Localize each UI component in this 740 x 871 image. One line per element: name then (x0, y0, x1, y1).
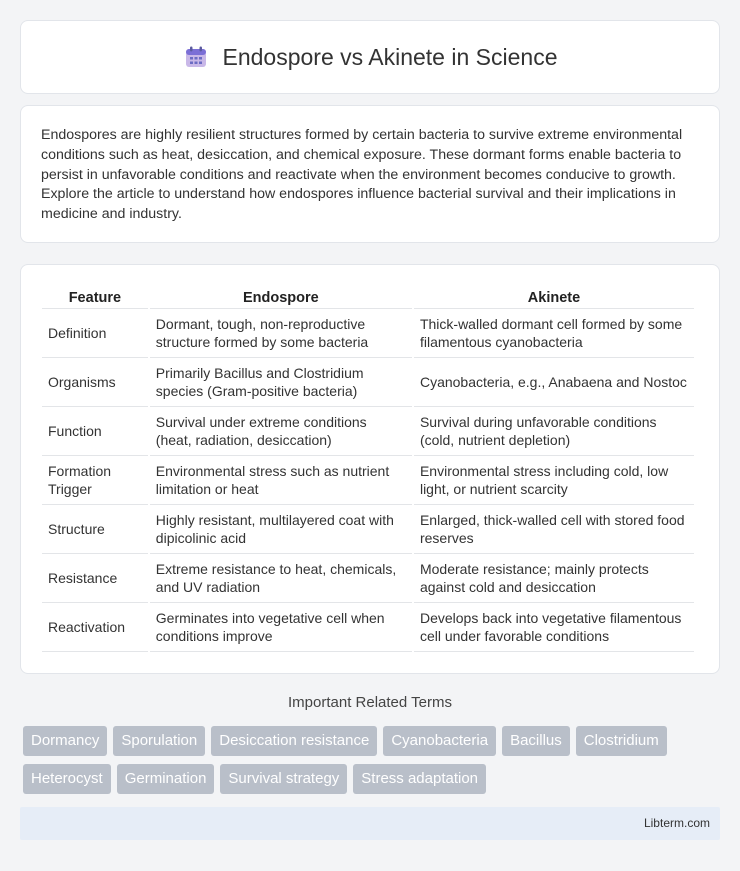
feature-cell: Structure (42, 505, 148, 554)
akinete-cell: Enlarged, thick-walled cell with stored food reserves (414, 505, 694, 554)
title-wrap (183, 44, 558, 71)
intro-text: Endospores are highly resilient structures formed by certain bacteria to survive extreme environmental conditions such as heat, desiccation, and chemical exposure. These dormant forms enable bacteria to persist in unfavorable conditions and reactivate when the environment becomes conducive to growth. Explore the article to understand how endospores influence bacterial survival and their implications in medicine and industry. (41, 127, 683, 223)
calendar-icon (183, 44, 209, 70)
endospore-cell: Dormant, tough, non-reproductive structure formed by some bacteria (150, 309, 412, 358)
table-row (42, 358, 694, 407)
akinete-cell: Develops back into vegetative filamentous cell under favorable conditions (414, 603, 694, 652)
table-row (42, 407, 694, 456)
endospore-cell: Highly resistant, multilayered coat with dipicolinic acid (150, 505, 412, 554)
tag-germination[interactable]: Germination (117, 764, 215, 794)
tag-stress-adaptation[interactable]: Stress adaptation (353, 764, 486, 794)
endospore-cell: Primarily Bacillus and Clostridium species (Gram-positive bacteria) (150, 358, 412, 407)
akinete-cell: Survival during unfavorable conditions (cold, nutrient depletion) (414, 407, 694, 456)
tag-dormancy[interactable]: Dormancy (23, 726, 107, 756)
feature-cell: Resistance (42, 554, 148, 603)
akinete-cell: Environmental stress including cold, low light, or nutrient scarcity (414, 456, 694, 505)
related-terms-list (23, 726, 723, 794)
header-akinete: Akinete (414, 283, 694, 309)
feature-cell: Organisms (42, 358, 148, 407)
footer-link[interactable]: Libterm.com (643, 816, 710, 830)
table-row (42, 456, 694, 505)
related-terms-title: Important Related Terms (288, 694, 452, 711)
table-row (42, 554, 694, 603)
tag-desiccation-resistance[interactable]: Desiccation resistance (211, 726, 377, 756)
comparison-table (40, 283, 696, 652)
table-row (42, 603, 694, 652)
endospore-cell: Extreme resistance to heat, chemicals, and UV radiation (150, 554, 412, 603)
feature-cell: Formation Trigger (42, 456, 148, 505)
akinete-cell: Thick-walled dormant cell formed by some filamentous cyanobacteria (414, 309, 694, 358)
feature-cell: Definition (42, 309, 148, 358)
header-card (20, 20, 720, 94)
endospore-cell: Germinates into vegetative cell when conditions improve (150, 603, 412, 652)
endospore-cell: Survival under extreme conditions (heat, radiation, desiccation) (150, 407, 412, 456)
tag-survival-strategy[interactable]: Survival strategy (220, 764, 347, 794)
comparison-table-card (20, 264, 720, 674)
table-header-row (42, 283, 694, 309)
page-title: Endospore vs Akinete in Science (222, 43, 558, 70)
footer (20, 807, 720, 840)
tag-cyanobacteria[interactable]: Cyanobacteria (383, 726, 496, 756)
endospore-cell: Environmental stress such as nutrient limitation or heat (150, 456, 412, 505)
intro-card (20, 105, 720, 243)
header-feature: Feature (42, 283, 148, 309)
tag-bacillus[interactable]: Bacillus (502, 726, 570, 756)
table-row (42, 505, 694, 554)
tag-heterocyst[interactable]: Heterocyst (23, 764, 111, 794)
akinete-cell: Moderate resistance; mainly protects against cold and desiccation (414, 554, 694, 603)
tag-sporulation[interactable]: Sporulation (113, 726, 205, 756)
feature-cell: Reactivation (42, 603, 148, 652)
tag-clostridium[interactable]: Clostridium (576, 726, 667, 756)
table-row (42, 309, 694, 358)
feature-cell: Function (42, 407, 148, 456)
header-endospore: Endospore (150, 283, 412, 309)
akinete-cell: Cyanobacteria, e.g., Anabaena and Nostoc (414, 358, 694, 407)
